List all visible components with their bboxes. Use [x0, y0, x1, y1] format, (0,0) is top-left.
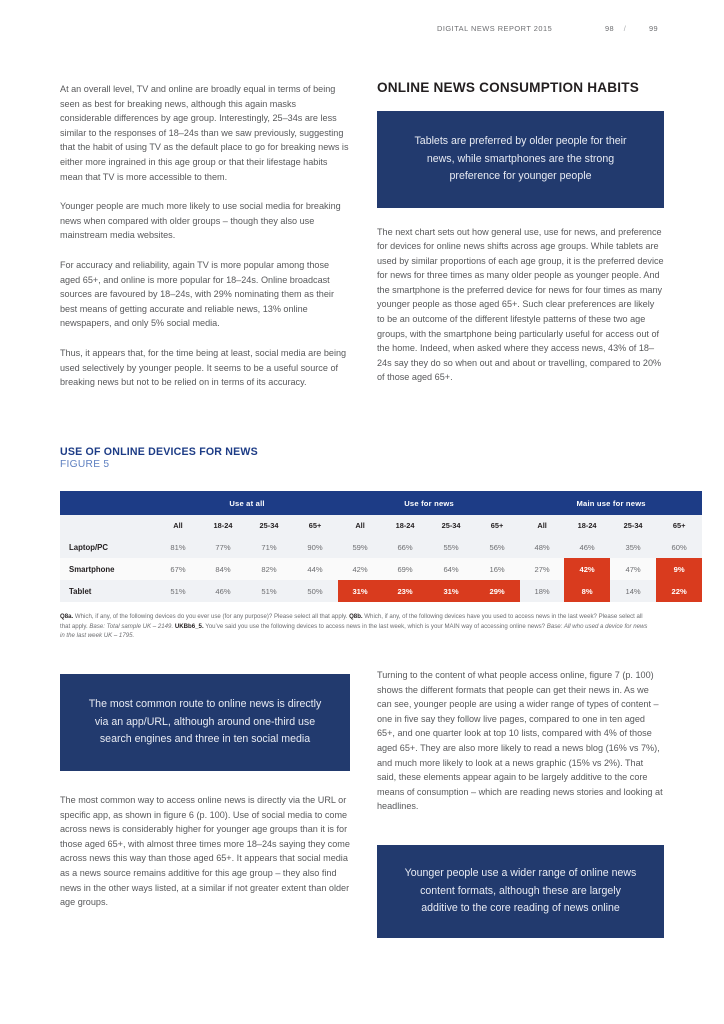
table-row	[60, 580, 702, 602]
group-header-main-use-for-news: Main use for news	[520, 491, 702, 515]
subheader-cell: All	[156, 515, 200, 536]
group-header-blank	[60, 491, 156, 515]
subheader-cell: 18-24	[564, 515, 610, 536]
question-label-ukbb65: UKBb6_5.	[173, 622, 204, 630]
paragraph: Younger people are much more likely to use social media for breaking news when compared with older groups – though they also use mainstream media websites.	[60, 201, 341, 241]
data-cell: 42%	[338, 558, 382, 580]
data-cell-highlighted: 42%	[564, 558, 610, 580]
page-number-separator: /	[623, 24, 627, 33]
data-cell: 59%	[338, 536, 382, 558]
table-group-header-row	[60, 491, 702, 515]
data-cell: 77%	[200, 536, 246, 558]
data-cell: 56%	[474, 536, 520, 558]
data-cell: 51%	[246, 580, 292, 602]
figure-source-note	[60, 612, 652, 641]
left-text-column	[60, 82, 350, 405]
data-cell: 27%	[520, 558, 564, 580]
data-cell: 82%	[246, 558, 292, 580]
row-label: Laptop/PC	[60, 536, 156, 558]
section-heading: ONLINE NEWS CONSUMPTION HABITS	[377, 80, 640, 95]
lower-left-text-column	[60, 793, 350, 925]
data-cell-highlighted: 22%	[656, 580, 702, 602]
pull-quote-lower-right: Younger people use a wider range of online news content formats, although these are largely additive to the core reading of news online	[377, 845, 664, 938]
data-cell-highlighted: 9%	[656, 558, 702, 580]
paragraph: Turning to the content of what people access online, figure 7 (p. 100) shows the different formats that people can get their news in. As we can see, younger people are using a wider range of types of content – one in five say they follow live pages, compared to one in ten aged 65+, and one quarter look at top 10 lists, compared with 4% of those aged 65+. They are also more likely to read a news blog (16% vs 7%), and much more likely to look at a news graphic (15% vs 2%). That said, these elements appear again to be largely additive to the core means of consumption – which are reading news stories and looking at headlines.	[377, 670, 663, 812]
subheader-cell: 25-34	[610, 515, 656, 536]
row-label: Smartphone	[60, 558, 156, 580]
subheader-cell: 65+	[656, 515, 702, 536]
data-cell: 44%	[292, 558, 338, 580]
data-cell: 16%	[474, 558, 520, 580]
row-label: Tablet	[60, 580, 156, 602]
page-number-right: 99	[648, 24, 658, 33]
figure-5	[60, 446, 687, 641]
table-row	[60, 536, 702, 558]
data-cell: 35%	[610, 536, 656, 558]
data-cell: 69%	[382, 558, 428, 580]
paragraph: The next chart sets out how general use, use for news, and preference for devices for online news shifts across age groups. While tablets are used by similar proportions of each age group, it is the preferred device for news for three times as many older people as younger people. And the smartphone is the preferred device for news for four times as many younger people as those aged 65+. Such clear preferences are likely to be an outcome of the different lifestyle patterns of these two age groups, with the smartphone being particularly useful for access out of the home. Indeed, when asked where they access news, 43% of 18–24s say they do so when out and about or travelling, compared to 20% of those aged 65+.	[377, 226, 664, 383]
pull-quote-lower-right-wrap	[377, 845, 664, 938]
data-cell: 50%	[292, 580, 338, 602]
paragraph: Thus, it appears that, for the time being at least, social media are being used selectively by younger people. It seems to be a useful source of breaking news but not to be relied on in terms of its accuracy.	[60, 347, 347, 388]
data-cell: 71%	[246, 536, 292, 558]
pull-quote-lower-left-wrap	[60, 674, 350, 771]
data-cell-highlighted: 8%	[564, 580, 610, 602]
data-cell: 84%	[200, 558, 246, 580]
data-cell: 18%	[520, 580, 564, 602]
subheader-cell: 25-34	[428, 515, 474, 536]
question-text-q8b: Which, if any, of the following devices have you used to access news in the last week? Please select all that apply.	[60, 613, 643, 630]
subheader-cell: 65+	[292, 515, 338, 536]
device-use-table	[60, 491, 702, 602]
data-cell: 46%	[200, 580, 246, 602]
group-header-use-at-all: Use at all	[156, 491, 338, 515]
table-subheader-row	[60, 515, 702, 536]
lower-right-text-column	[377, 668, 664, 829]
table-row	[60, 558, 702, 580]
data-cell: 46%	[564, 536, 610, 558]
right-text-column	[377, 80, 664, 400]
data-cell: 14%	[610, 580, 656, 602]
data-cell-highlighted: 23%	[382, 580, 428, 602]
group-header-use-for-news: Use for news	[338, 491, 520, 515]
data-cell-highlighted: 31%	[338, 580, 382, 602]
page-number-left: 98	[604, 24, 614, 33]
data-cell: 81%	[156, 536, 200, 558]
data-cell-highlighted: 29%	[474, 580, 520, 602]
pull-quote-lower-left: The most common route to online news is directly via an app/URL, although around one-third use search engines and three in ten social media	[60, 674, 350, 771]
data-cell-highlighted: 31%	[428, 580, 474, 602]
figure-title: USE OF ONLINE DEVICES FOR NEWS	[60, 446, 258, 458]
page-numbers	[592, 24, 662, 33]
paragraph: At an overall level, TV and online are broadly equal in terms of being seen as best for breaking news, although this again masks considerable differences by age group. Interestingly, 25–34s are less similar to the responses of 18–24s than we saw previously, suggesting that the habit of using TV as the default place to go for breaking news is either more ingrained in this age group or that their lifestage habits mean that TV is more accessible to them.	[60, 84, 349, 182]
subheader-cell: 18-24	[200, 515, 246, 536]
base-note-1: Base: Total sample UK – 2149.	[89, 622, 174, 630]
subheader-cell: 65+	[474, 515, 520, 536]
question-label-q8b: Q8b.	[349, 613, 363, 620]
question-text-ukbb65: You’ve said you use the following devices to access news in the last week, which is your MAIN way of accessing online news?	[203, 622, 547, 630]
base-note-2: Base: All who used a device for news in the last week UK – 1795.	[60, 622, 648, 640]
paragraph: The most common way to access online news is directly via the URL or specific app, as shown in figure 6 (p. 100). Use of social media to come across news is considerably higher for younger age groups than it is for those aged 65+, with almost three times more 18–24s saying they come across news this way than those aged 65+. It appears that social media as a news source remains additive for this age group – they also find news in the other ways listed, at a similar if not greater extent than older age groups.	[60, 795, 350, 908]
report-title: DIGITAL NEWS REPORT 2015	[437, 24, 553, 33]
data-cell: 55%	[428, 536, 474, 558]
data-cell: 67%	[156, 558, 200, 580]
data-cell: 90%	[292, 536, 338, 558]
question-text-q8a: Which, if any, of the following devices do you ever use (for any purpose)? Please select all that apply.	[73, 613, 350, 620]
subheader-cell: 18-24	[382, 515, 428, 536]
figure-number: FIGURE 5	[60, 459, 110, 470]
data-cell: 60%	[656, 536, 702, 558]
subheader-cell: All	[338, 515, 382, 536]
page-header	[0, 24, 724, 40]
subheader-blank	[60, 515, 156, 536]
paragraph: For accuracy and reliability, again TV is more popular among those aged 65+, and online is more popular for 18–24s. Online broadcast sources are favoured by 18–24s, with 29% nominating them as their best means of getting accurate and reliable news, 13% online newspapers, and only 5% social media.	[60, 259, 334, 329]
data-cell: 64%	[428, 558, 474, 580]
question-label-q8a: Q8a.	[60, 613, 74, 620]
data-cell: 51%	[156, 580, 200, 602]
pull-quote-top: Tablets are preferred by older people for their news, while smartphones are the strong preference for younger people	[377, 111, 664, 208]
data-cell: 47%	[610, 558, 656, 580]
data-cell: 66%	[382, 536, 428, 558]
subheader-cell: All	[520, 515, 564, 536]
data-cell: 48%	[520, 536, 564, 558]
subheader-cell: 25-34	[246, 515, 292, 536]
